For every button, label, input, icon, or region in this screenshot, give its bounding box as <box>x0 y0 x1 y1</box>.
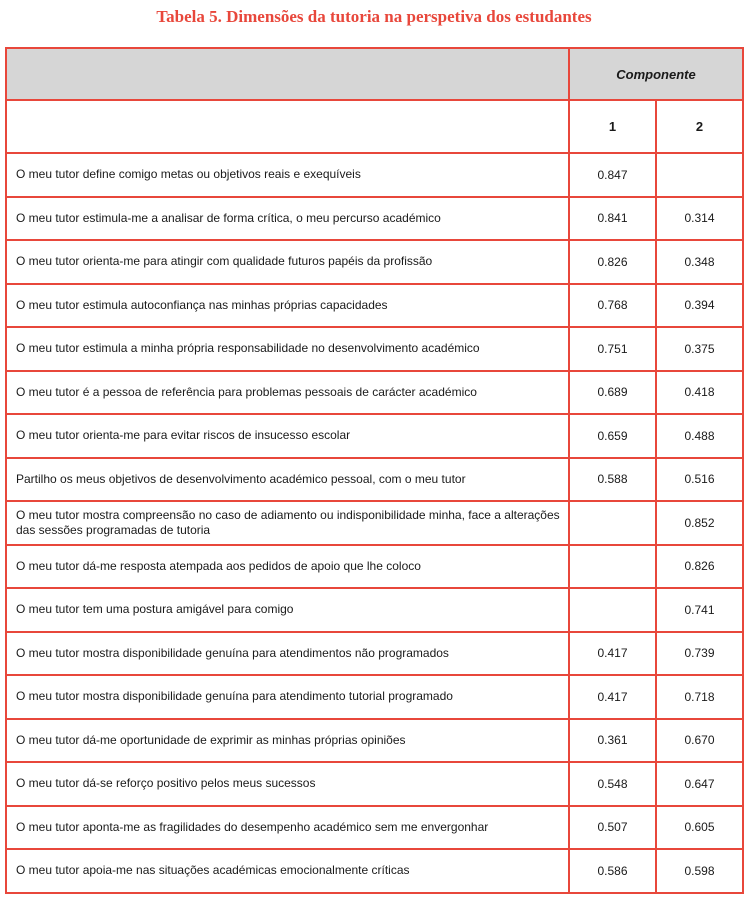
item-text: O meu tutor apoia-me nas situações académicas emocionalmente críticas <box>6 849 569 893</box>
item-text: O meu tutor dá-se reforço positivo pelos meus sucessos <box>6 762 569 806</box>
component-loadings-table <box>5 47 744 894</box>
item-header-cell <box>6 100 569 153</box>
table-row <box>6 327 743 371</box>
item-text: O meu tutor orienta-me para evitar riscos de insucesso escolar <box>6 414 569 458</box>
table-row <box>6 153 743 197</box>
table-row <box>6 458 743 502</box>
component-2-value: 0.375 <box>656 327 743 371</box>
table-row <box>6 806 743 850</box>
table-row <box>6 545 743 589</box>
component-2-value: 0.605 <box>656 806 743 850</box>
component-2-value: 0.852 <box>656 501 743 545</box>
component-2-value <box>656 153 743 197</box>
table-row <box>6 414 743 458</box>
table-row <box>6 632 743 676</box>
component-2-value: 0.739 <box>656 632 743 676</box>
component-1-value: 0.548 <box>569 762 656 806</box>
component-1-value: 0.659 <box>569 414 656 458</box>
component-header: Componente <box>569 48 743 100</box>
component-number-row <box>6 100 743 153</box>
component-1-value: 0.586 <box>569 849 656 893</box>
header-blank-cell <box>6 48 569 100</box>
header-row <box>6 48 743 100</box>
component-1-value: 0.751 <box>569 327 656 371</box>
item-text: O meu tutor define comigo metas ou objetivos reais e exequíveis <box>6 153 569 197</box>
table-row <box>6 240 743 284</box>
item-text: O meu tutor orienta-me para atingir com qualidade futuros papéis da profissão <box>6 240 569 284</box>
item-text: O meu tutor mostra compreensão no caso de adiamento ou indisponibilidade minha, face a alterações das sessões programadas de tutoria <box>6 501 569 545</box>
component-1-value <box>569 501 656 545</box>
table-row <box>6 762 743 806</box>
component-2-value: 0.516 <box>656 458 743 502</box>
table-row <box>6 719 743 763</box>
component-2-value: 0.488 <box>656 414 743 458</box>
item-text: O meu tutor aponta-me as fragilidades do desempenho académico sem me envergonhar <box>6 806 569 850</box>
component-2-value: 0.394 <box>656 284 743 328</box>
component-1-value <box>569 588 656 632</box>
item-text: O meu tutor é a pessoa de referência para problemas pessoais de carácter académico <box>6 371 569 415</box>
component-1-value: 0.689 <box>569 371 656 415</box>
table-row <box>6 371 743 415</box>
component-2-value: 0.647 <box>656 762 743 806</box>
item-text: O meu tutor dá-me resposta atempada aos pedidos de apoio que lhe coloco <box>6 545 569 589</box>
item-text: O meu tutor dá-me oportunidade de exprimir as minhas próprias opiniões <box>6 719 569 763</box>
item-text: O meu tutor estimula-me a analisar de forma crítica, o meu percurso académico <box>6 197 569 241</box>
component-2-header: 2 <box>656 100 743 153</box>
component-1-value: 0.361 <box>569 719 656 763</box>
component-2-value: 0.348 <box>656 240 743 284</box>
component-1-value: 0.417 <box>569 675 656 719</box>
item-text: O meu tutor estimula a minha própria responsabilidade no desenvolvimento académico <box>6 327 569 371</box>
component-1-value: 0.826 <box>569 240 656 284</box>
component-2-value: 0.670 <box>656 719 743 763</box>
item-text: O meu tutor mostra disponibilidade genuína para atendimentos não programados <box>6 632 569 676</box>
item-text: O meu tutor tem uma postura amigável para comigo <box>6 588 569 632</box>
table-row <box>6 197 743 241</box>
component-1-value: 0.841 <box>569 197 656 241</box>
component-2-value: 0.598 <box>656 849 743 893</box>
table-row <box>6 501 743 545</box>
component-1-value <box>569 545 656 589</box>
table-title: Tabela 5. Dimensões da tutoria na perspetiva dos estudantes <box>156 7 592 26</box>
table-row <box>6 849 743 893</box>
component-2-value: 0.741 <box>656 588 743 632</box>
component-1-value: 0.847 <box>569 153 656 197</box>
component-1-value: 0.768 <box>569 284 656 328</box>
item-text: Partilho os meus objetivos de desenvolvimento académico pessoal, com o meu tutor <box>6 458 569 502</box>
component-1-value: 0.507 <box>569 806 656 850</box>
table-row <box>6 284 743 328</box>
item-text: O meu tutor estimula autoconfiança nas minhas próprias capacidades <box>6 284 569 328</box>
component-2-value: 0.418 <box>656 371 743 415</box>
component-1-value: 0.588 <box>569 458 656 502</box>
component-2-value: 0.826 <box>656 545 743 589</box>
component-1-header: 1 <box>569 100 656 153</box>
component-2-value: 0.314 <box>656 197 743 241</box>
table-row <box>6 675 743 719</box>
component-2-value: 0.718 <box>656 675 743 719</box>
component-1-value: 0.417 <box>569 632 656 676</box>
item-text: O meu tutor mostra disponibilidade genuína para atendimento tutorial programado <box>6 675 569 719</box>
table-row <box>6 588 743 632</box>
